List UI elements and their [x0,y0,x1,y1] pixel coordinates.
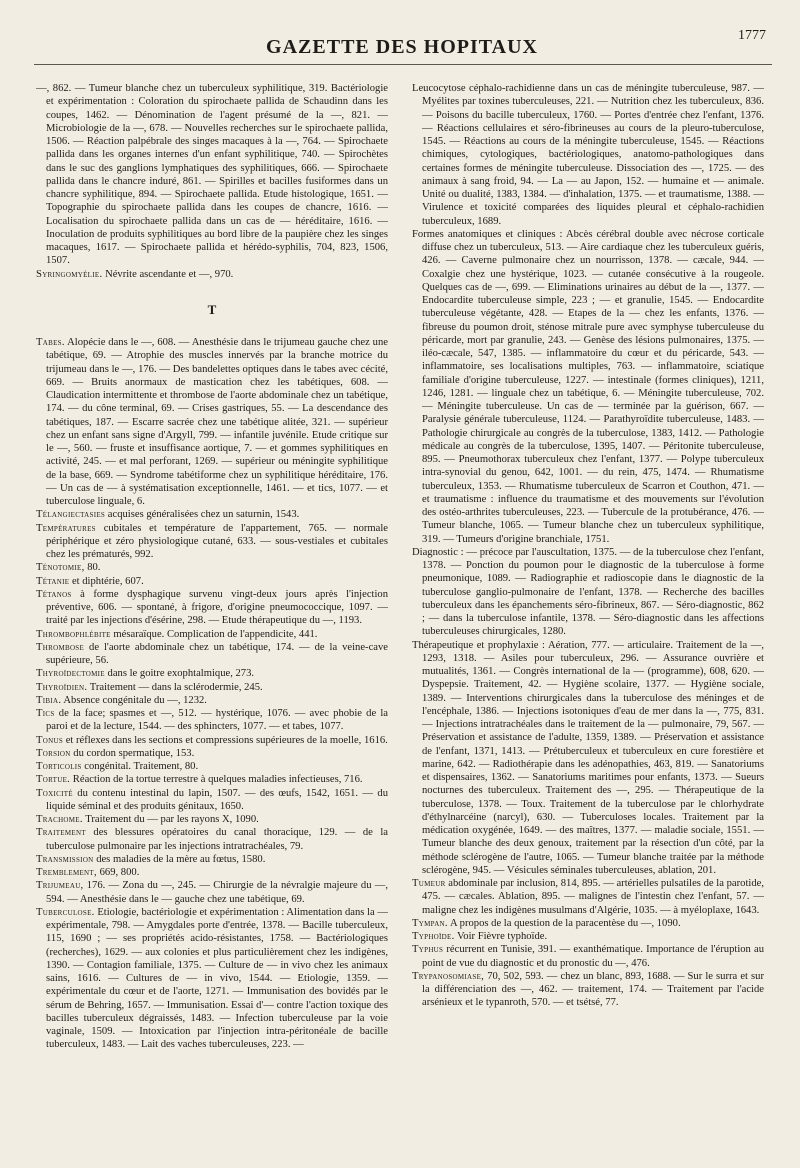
entry-headword: Tremblement, [36,867,97,878]
index-entry [36,628,388,641]
index-entry [36,588,388,628]
entry-headword: Tumeur [412,878,446,889]
left-column [36,82,388,1152]
index-entry [412,930,764,943]
index-entry [36,82,388,268]
entry-text: de l'aorte abdominale chez un tabétique, 174. — de la veine-cave supérieure, 56. [46,641,388,666]
entry-headword: Télangiectasies [36,509,106,521]
index-entry [412,970,764,1010]
entry-headword: Thyroïdectomie [36,668,105,680]
entry-text: dans le goitre exophtalmique, 273. [107,668,255,680]
index-entry [36,575,388,588]
entry-headword: Trijumeau, [36,880,84,892]
entry-text: 80. [87,562,101,574]
entry-headword: Thrombose [36,641,85,653]
index-entry [36,561,388,574]
entry-text: Névrite ascendante et —, 970. [105,268,234,280]
entry-text: Diagnostic : — précoce par l'auscultation, 1375. — de la tuberculose chez l'enfant, 1378. — Ponction du poumon pour le diagnostic de la tuberculose à forme pneumonique, 1089. — Radiographie et radioscopie dans le diagnostic de la tuberculose ganglio-pulmonaire de l'enfant, 1378. — Recherche des bacilles tuberculeux dans les épanchements séro-fibrineux, 867. — Séro-diagnostic, 862 ; — dans la tuberculose infantile, 1378. — Séro-diagnostic dans les affections tuberculeuses chirurgicales, 1280. [412,546,764,638]
entry-text: récurrent en Tunisie, 391. — exanthématique. Importance de l'éruption au point de vue du diagnostic et du pronostic du —, 476. [422,944,764,969]
index-entry [36,813,388,826]
section-letter: T [207,301,217,317]
entry-text: et réflexes dans les sections et compressions supérieures de la moelle, 1616. [65,734,388,746]
entry-text: Traitement — dans la sclérodermie, 245. [89,681,263,693]
index-entry [412,943,764,970]
entry-headword: Typhoïde. [412,931,455,942]
entry-text: et diphtérie, 607. [71,575,144,587]
index-entry [412,877,764,917]
entry-text: 176. — Zona du —, 245. — Chirurgie de la névralgie majeure du —, 594. — Anesthésie dans le — gauche chez une tabétique, 69. [46,880,388,905]
index-entry [36,681,388,694]
entry-text: du contenu intestinal du lapin, 1507. — des œufs, 1542, 1651. — du liquide séminal et des produits génitaux, 1650. [46,787,388,812]
entry-headword: Tuberculose. [36,906,95,918]
entry-headword: Torticolis [36,761,82,772]
entry-text: Leucocytose céphalo-rachidienne dans un cas de méningite tuberculeuse, 987. — Myélites par toxines tuberculeuses, 221. — Nutrition chez les tuberculeux, 836. — Poisons du bacille tuberculeux, 1760. — Portes d'entrée chez l'enfant, 1376. — Réactions cellulaires et séro-fibrineuses au cours de la pleuro-tuberculose, 1545. — Réactions au cours de la méningite tuberculeuse, 1545. — Réactions chimiques, cytologiques, bactériologiques, anatomo-pathologiques dans certaines formes de méningite tuberculeuse. Dissociation des —, 1725. — des animaux à sang froid, 94. — La — au Japon, 152. — humaine et — animale. Unité ou dualité, 1383, 1384. — d'inhalation, 1375. — et traumatisme, 1388. — Virulence et toxicité comparées des liquides pleural et céphalo-rachidien tuberculeux, 1689. [412,83,764,227]
index-entry [36,522,388,562]
index-entry [36,760,388,773]
index-entry [36,906,388,1052]
index-entry [36,853,388,866]
index-entry [412,639,764,878]
entry-headword: Tétanie [36,575,70,587]
page-number: 1777 [738,28,766,43]
index-entry [36,268,388,281]
entry-text: mésaraïque. Complication de l'appendicite, 441. [113,628,318,640]
entry-headword: Thrombophlébite [36,628,111,640]
entry-text: 669, 800. [99,867,140,878]
entry-headword: Transmission [36,853,94,865]
entry-text: Absence congénitale du —, 1232. [63,694,207,706]
entry-headword: Traitement [36,827,86,839]
entry-text: Alopécie dans le —, 608. — Anesthésie dans le trijumeau gauche chez une tabétique, 69. — Atrophie des muscles innervés par la branche motrice du trijumeau dans le —, 176. — Des bandelettes optiques dans le tabes avec cécité, 669. — Bruits anormaux de mastication chez les tabétiques, 608. — Claudication intermittente et thrombose de l'aorte abdominale chez un tabétique, 174. — du cône terminal, 69. — Crises gastriques, 55. — La descendance des tabétiques, 187. — Escarre sacrée chez une tabétique alitée, 321. — supérieur chez un enfant sans signe d'Argyll, 799. — infantile juvénile. Etude critique sur le —, 560. — fruste et insuffisance aortique, 7. — et gommes syphilitiques en activité, 245. — et mal perforant, 1269. — supérieur ou méningite syphilitique de la base, 669. — Syndrome tabétiforme chez un syphilitique héréditaire, 176. — Un cas de — à systématisation exceptionnelle, 1461. — et tics, 1077. — et tuberculose linguale, 6. [46,337,388,507]
entry-text: congénital. Traitement, 80. [84,761,199,772]
entry-text: de la face; spasmes et —, 512. — hystérique, 1076. — avec phobie de la paroi et de la lecture, 1544. — des sphincters, 1077. — et tabes, 1077. [46,708,388,733]
index-entry [36,667,388,680]
index-entry [36,734,388,747]
index-entry [36,336,388,508]
index-entry [36,641,388,668]
index-entry [412,82,764,228]
entry-text: Réaction de la tortue terrestre à quelques maladies infectieuses, 716. [72,774,363,786]
header-rule [34,64,772,65]
entry-text: Thérapeutique et prophylaxie : Aération, 777. — articulaire. Traitement de la —, 1293, 1318. — Asiles pour tuberculeux, 296. — Assurance ouvrière et mutualités, 1361. — Congrès international de la — (programme), 608, 620. — Dyspepsie. Traitement, 42. — Hygiène scolaire, 1377. — Hygiène sociale, 1389. — Interventions chirurgicales dans la tuberculose des méninges et de l'encéphale, 1386. — Injections isotoniques d'eau de mer dans la —, 775, 831. — Injections intratrachéales dans le traitement de la — pulmonaire, 79, 567. — Préservation et assistance de l'adulte, 1359, 1389. — Préservation et assistance de l'enfant, 1371, 1413. — Prétuberculeux et tuberculeux en cure forestière et marine, 642. — Radiothérapie dans les adénopathies, 463, 819. — Sanatoriums et dispensaires, 1362. — Sanatoriums maritimes pour enfants, 1373. — Sueurs nocturnes des tuberculeux. Traitement des —, 295. — Thérapeutique de la tuberculose, 1378. — Toux. Traitement de la tuberculose par le chlorhydrate d'éthylnarcéine (narcyl), 630. — Tuberculoses locales. Traitement par la médication oxygénée, 1649. — des maîtres, 1377. — maladie sociale, 1551. — Tumeur blanche des deux genoux, traitement par la résection d'un côté, par la méthode sclérogène de l'autre, 1065. — Tumeur blanche traitée par la méthode sclérogène, 945. — Vésicules séminales tuberculeuses, ablation, 201. [412,639,764,876]
entry-headword: Tétanos [36,588,72,600]
entry-text: —, 862. — Tumeur blanche chez un tuberculeux syphilitique, 319. Bactériologie et expérimentation : Coloration du spirochaete pallida de Schaudinn dans les coupes, 1462. — Dénomination de l'agent présumé de la —, 821. — Microbiologie de la —, 678. — Nouvelles recherches sur le spirochaete pallida, 1506. — Réaction palpébrale des singes macaques à la —, 764. — Spirochaete pallida dans les organes internes d'un enfant syphilitique, 740. — Spirochètes dans le suc des ganglions lymphatiques des syphilitiques, 666. — Spirochaete pallida dans le chancre induré, 861. — Spirilles et bacilles fusiformes dans un chancre syphilitique, 894. — Spirochaete pallida. Etude histologique, 1651. — Topographie du spirochaete pallida dans les coupes de chancre, 1616. — Localisation du spirochaete pallida dans un cas de — héréditaire, 1616. — Inoculation de produits syphilitiques au bord libre de la paupière chez les singes macaques, 1617. — Spirochaete pallida et hérédo-syphilis, 704, 823, 1506, 1507. [36,83,388,267]
entry-headword: Températures [36,522,96,534]
entry-text: Formes anatomiques et cliniques : Abcès cérébral double avec nécrose corticale diffuse chez un tuberculeux, 513. — Aire cardiaque chez les tuberculeux guéris, 426. — Caverne pulmonaire chez un nourrisson, 1378. — cæcale, 944. — Coxalgie chez une hystérique, 1023. — cutanée consécutive à la rougeole. Quelques cas de —, 699. — Eliminations urinaires au début de la —, 1377. — Endocardite tuberculeuse simple, 223 ; — et granulie, 1545. — Endocardite tuberculeuse végétante, 428. — Etapes de la — chez les enfants, 1376. — fibreuse du poumon droit, sténose mitrale pure avec symphyse tuberculeuse du péricarde, mort par granulie, 243. — Genèse des lésions pulmonaires, 1375. — iléo-cæcale, 547, 1385. — inflammatoire du cœur et du péricarde, 543. — inflammatoire, ses localisations multiples, 763. — inflammatoire, sciatique familiale d'origine tuberculeuse, 1227. — intestinale (formes cliniques), 1211, 1246, 1281. — linguale chez un tabétique, 6. — Méningite tuberculeuse, 702. — Méningite tuberculeuse. Un cas de — terminée par la guérison, 667. — Paralysie générale tuberculeuse, 1124. — Parathyroïdite tuberculeuse, 1483. — Pathologie chirurgicale au congrès de la tuberculose, 1383, 1412. — Pathologie médicale au congrès de la tuberculose, 1395, 1407. — Péritonite tuberculeuse, 895. — Pneumothorax tuberculeux chez l'enfant, 1377. — Polype tuberculeux intra-synovial du genou, 642, 1001. — du rein, 475, 1474. — Rhumatisme tuberculeux, 1353. — Rhumatisme tuberculeux de Scarron et Couthon, 471. — et traumatisme : influence du traumatisme et des mouvements sur l'évolution des ostéo-arthrites tuberculeuses, 223. — Tubercule de la protubérance, 476. — Tumeur blanche, 1065. — Tumeur blanche chez un tuberculeux syphilitique, 319. — Tumeurs d'origine branchiale, 1751. [412,228,764,545]
index-entry [36,707,388,734]
entry-text: A propos de la question de la paracentèse du —, 1090. [449,917,681,929]
index-entry [36,826,388,853]
entry-headword: Tortue. [36,774,71,786]
entry-text: acquises généralisées chez un saturnin, 1543. [107,509,300,521]
entry-headword: Tympan. [412,917,448,929]
entry-headword: Tics [36,708,55,719]
index-entry [36,694,388,707]
index-entry [412,546,764,639]
entry-headword: Torsion [36,747,71,759]
entry-text: des blessures opératoires du canal thoracique, 129. — de la tuberculose pulmonaire par les injections intratrachéales, 79. [46,827,388,852]
journal-title: GAZETTE DES HOPITAUX [266,36,538,58]
entry-headword: Typhus [412,944,444,956]
index-entry [36,508,388,521]
index-entry [36,866,388,879]
entry-text: Voir Fièvre typhoïde. [457,931,548,942]
entry-headword: Thyroïdien. [36,681,88,693]
right-column [412,82,764,1152]
entry-text: du cordon spermatique, 153. [73,747,195,759]
index-entry [36,879,388,906]
entry-text: cubitales et température de l'appartement, 765. — normale périphérique et zéro physiologique cutané, 633. — sous-vestiales et cubitales chez les prématurés, 992. [46,522,388,560]
entry-headword: Tonus [36,734,64,746]
index-entry [412,228,764,546]
entry-text: 70, 502, 593. — chez un blanc, 893, 1688. — Sur le surra et sur la différenciation des —, 462. — traitement, 174. — Traitement par l'acide arsénieux et le typanroth, 570. — et tsétsé, 77. [422,970,764,1009]
index-entry [36,773,388,786]
entry-text: Traitement du — par les rayons X, 1090. [85,814,259,825]
entry-headword: Trypanosomiase, [412,970,485,982]
index-entry [412,917,764,930]
entry-text: abdominale par inclusion, 814, 895. — artérielles pulsatiles de la parotide, 475. — cæcales. Ablation, 895. — malignes de l'intestin chez l'enfant, 57. — maligne chez les indigènes musulmans d'Algérie, 1035. — à myéloplaxe, 1643. [422,878,764,916]
entry-text: Etiologie, bactériologie et expérimentation : Alimentation dans la — expérimentale, 798. — Amygdales porte d'entrée, 1378. — Bacille tuberculeux, 115, 1690 ; — ses propriétés acido-résistantes, 1758. — Bactériologiques (recherches), 1629. — aux colonies et plus particulièrement chez les indigènes, 1390. — Contagion familiale, 1375. — Culture de — in vivo chez les animaux sains, 1616. — Cultures de — in vivo, 1544. — Etiologie, 1359. — expérimentale du cœur et de l'aorte, 1271. — Immunisation des bovidés par le sérum de Behring, 1657. — Immunisation. Essai d'— contre l'action toxique des bacilles tuberculeux dégraissés, 1483. — Infection tuberculeuse par la voie vaginale, 1509. — Intoxication par l'injection intra-péritonéale de bacille tuberculeux, 1483. — Lait des vaches tuberculeuses, 223. — [46,906,388,1051]
entry-text: des maladies de la mère au fœtus, 1580. [96,853,266,865]
index-entry [36,787,388,814]
entry-text: à forme dysphagique survenu vingt-deux jours après l'injection préventive, 606. — spontané, à frigore, d'origine pneumococcique, 1097. — traité par les injections d'ésérine, 298. — Etude thérapeutique du —, 1193. [46,588,388,627]
entry-headword: Tibia. [36,694,62,706]
entry-headword: Tabes. [36,337,65,348]
page-header [38,28,766,62]
entry-headword: Trachome. [36,814,83,825]
index-entry [36,747,388,760]
entry-headword: Toxicité [36,787,73,799]
entry-headword: Syringomyélie. [36,268,103,280]
entry-headword: Ténotomie, [36,562,85,574]
